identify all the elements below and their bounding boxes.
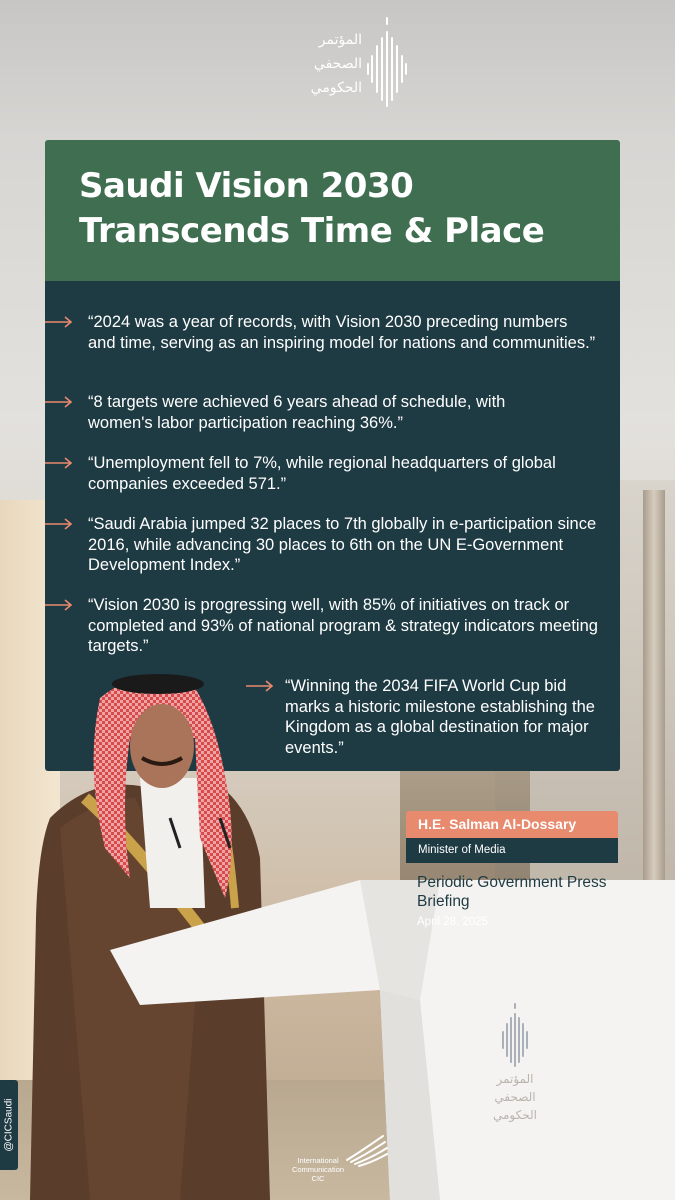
podium-emblem-icon xyxy=(470,1000,560,1070)
speaker-role: Minister of Media xyxy=(406,838,618,863)
arrow-right-icon xyxy=(44,598,74,612)
speaker-name: H.E. Salman Al-Dossary xyxy=(406,811,618,838)
title-line-1: Saudi Vision 2030 xyxy=(79,166,414,206)
quote-item xyxy=(88,595,598,657)
arrow-right-icon xyxy=(44,517,74,531)
quote-item xyxy=(88,392,568,433)
event-title: Periodic Government Press Briefing xyxy=(417,874,607,910)
quote-item xyxy=(88,312,598,353)
quote-text: “Vision 2030 is progressing well, with 85% of initiatives on track or completed and 93% of national program & strategy indicators meeting targets.” xyxy=(88,596,598,655)
arrow-right-icon xyxy=(44,315,74,329)
logo-line-2: الصحفي xyxy=(313,56,362,72)
title-line-2: Transcends Time & Place xyxy=(79,211,545,251)
quote-text: “Unemployment fell to 7%, while regional headquarters of global companies exceeded 571.” xyxy=(88,454,556,493)
cic-text xyxy=(285,1156,351,1183)
podium-logo xyxy=(470,1000,560,1150)
cic-line-1: International xyxy=(297,1156,339,1165)
logo-line-3: الحكومي xyxy=(310,80,362,96)
arrow-right-icon xyxy=(245,679,275,693)
podium-logo-line-1: المؤتمر xyxy=(496,1072,534,1086)
page-title xyxy=(79,164,586,254)
quote-text: “2024 was a year of records, with Vision 2030 preceding numbers and time, serving as an inspiring model for nations and communities.” xyxy=(88,313,596,352)
cic-line-3: CIC xyxy=(311,1174,325,1183)
arrow-right-icon xyxy=(44,395,74,409)
logo-emblem-icon xyxy=(362,14,412,110)
cic-logo xyxy=(285,1130,395,1190)
title-panel xyxy=(45,140,620,281)
social-handle-tab xyxy=(0,1080,18,1170)
podium-logo-line-2: الصحفي xyxy=(494,1090,536,1104)
press-conference-logo xyxy=(262,14,422,114)
logo-arabic-text xyxy=(262,28,362,100)
quote-text: “Winning the 2034 FIFA World Cup bid marks a historic milestone establishing the Kingdom as a global destination for major events.” xyxy=(285,677,595,757)
quote-item xyxy=(88,514,598,576)
cic-line-2: Communication xyxy=(291,1165,345,1174)
background-pillar xyxy=(643,490,665,890)
quote-text: “8 targets were achieved 6 years ahead of schedule, with women's labor participation reaching 36%.” xyxy=(88,393,506,432)
quote-item xyxy=(285,676,605,758)
event-date: April 28, 2025 xyxy=(417,916,488,928)
podium-logo-text xyxy=(470,1070,560,1124)
quote-text: “Saudi Arabia jumped 32 places to 7th globally in e-participation since 2016, while advancing 30 places to 6th on the UN E-Government Development Index.” xyxy=(88,515,597,574)
social-handle: @CICSaudi xyxy=(3,1098,15,1152)
logo-line-1: المؤتمر xyxy=(318,32,362,48)
arrow-right-icon xyxy=(44,456,74,470)
quote-item xyxy=(88,453,568,494)
podium-logo-line-3: الحكومي xyxy=(493,1108,537,1122)
